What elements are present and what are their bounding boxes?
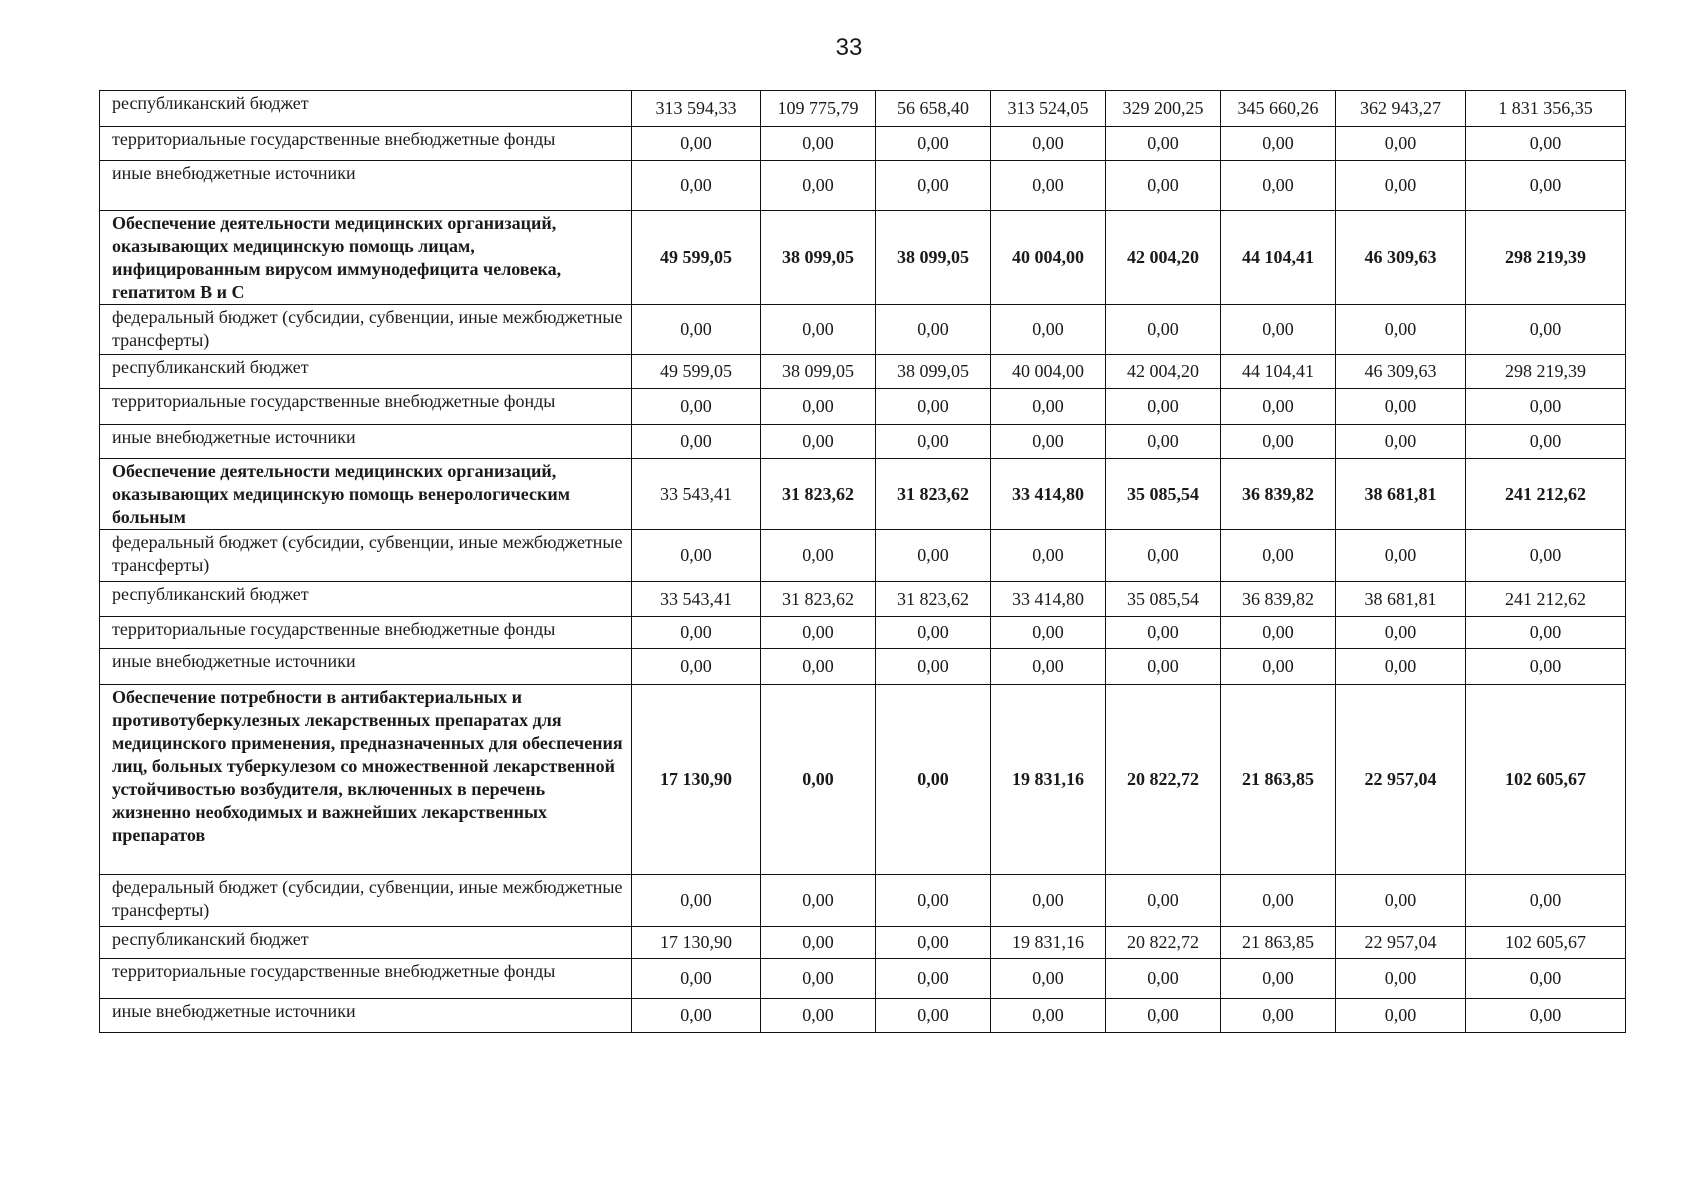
row-label: республиканский бюджет [100,355,632,389]
table-row [100,649,1626,685]
value-cell: 0,00 [1466,425,1626,459]
table-row [100,999,1626,1033]
row-label: иные внебюджетные источники [100,425,632,459]
value-cell: 0,00 [991,875,1106,927]
table-row [100,211,1626,305]
value-cell: 0,00 [991,305,1106,355]
value-cell: 0,00 [761,425,876,459]
value-cell: 0,00 [876,617,991,649]
value-cell: 0,00 [632,161,761,211]
table-row [100,161,1626,211]
value-cell: 49 599,05 [632,355,761,389]
value-cell: 0,00 [876,649,991,685]
value-cell: 40 004,00 [991,211,1106,305]
row-label: республиканский бюджет [100,927,632,959]
value-cell: 0,00 [632,127,761,161]
value-cell: 0,00 [761,389,876,425]
value-cell: 0,00 [761,875,876,927]
value-cell: 0,00 [1106,127,1221,161]
value-cell: 0,00 [1336,649,1466,685]
value-cell: 0,00 [761,959,876,999]
value-cell: 0,00 [632,959,761,999]
value-cell: 21 863,85 [1221,927,1336,959]
value-cell: 0,00 [1336,875,1466,927]
row-label: федеральный бюджет (субсидии, субвенции, иные межбюджетные трансферты) [100,305,632,355]
table-row [100,91,1626,127]
value-cell: 33 543,41 [632,459,761,530]
value-cell: 46 309,63 [1336,355,1466,389]
table-row [100,305,1626,355]
value-cell: 0,00 [1106,389,1221,425]
table-row [100,582,1626,617]
value-cell: 0,00 [761,649,876,685]
row-label: республиканский бюджет [100,91,632,127]
value-cell: 31 823,62 [761,582,876,617]
table-row [100,927,1626,959]
value-cell: 0,00 [876,927,991,959]
table-row [100,875,1626,927]
value-cell: 0,00 [991,161,1106,211]
value-cell: 0,00 [1106,875,1221,927]
value-cell: 0,00 [1466,999,1626,1033]
value-cell: 0,00 [761,127,876,161]
value-cell: 313 524,05 [991,91,1106,127]
value-cell: 362 943,27 [1336,91,1466,127]
value-cell: 38 099,05 [876,211,991,305]
value-cell: 0,00 [1221,999,1336,1033]
value-cell: 0,00 [1466,161,1626,211]
value-cell: 21 863,85 [1221,685,1336,875]
value-cell: 0,00 [1221,617,1336,649]
value-cell: 38 681,81 [1336,459,1466,530]
table-row [100,530,1626,582]
value-cell: 38 099,05 [761,211,876,305]
value-cell: 241 212,62 [1466,459,1626,530]
value-cell: 42 004,20 [1106,355,1221,389]
value-cell: 298 219,39 [1466,355,1626,389]
page-number: 33 [835,34,863,61]
value-cell: 0,00 [632,305,761,355]
value-cell: 33 414,80 [991,582,1106,617]
value-cell: 38 681,81 [1336,582,1466,617]
value-cell: 0,00 [1221,305,1336,355]
value-cell: 38 099,05 [876,355,991,389]
value-cell: 0,00 [761,685,876,875]
table-row [100,389,1626,425]
value-cell: 0,00 [1336,617,1466,649]
value-cell: 0,00 [991,999,1106,1033]
value-cell: 22 957,04 [1336,685,1466,875]
value-cell: 241 212,62 [1466,582,1626,617]
value-cell: 0,00 [1106,305,1221,355]
value-cell: 22 957,04 [1336,927,1466,959]
value-cell: 0,00 [1221,161,1336,211]
value-cell: 0,00 [632,530,761,582]
row-label: территориальные государственные внебюджетные фонды [100,389,632,425]
value-cell: 1 831 356,35 [1466,91,1626,127]
value-cell: 46 309,63 [1336,211,1466,305]
value-cell: 44 104,41 [1221,355,1336,389]
value-cell: 0,00 [876,685,991,875]
value-cell: 0,00 [1221,425,1336,459]
value-cell: 0,00 [991,389,1106,425]
value-cell: 0,00 [1336,999,1466,1033]
value-cell: 0,00 [632,389,761,425]
value-cell: 0,00 [1106,530,1221,582]
value-cell: 0,00 [991,127,1106,161]
row-label: территориальные государственные внебюджетные фонды [100,617,632,649]
row-label: Обеспечение потребности в антибактериальных и противотуберкулезных лекарственных препаратах для медицинского применения, предназначенных для обеспечения лиц, больных туберкулезом со множественной лекарственной устойчивостью возбудителя, включенных в перечень жизненно необходимых и важнейших лекарственных препаратов [100,685,632,875]
budget-table [99,90,1626,1033]
value-cell: 0,00 [1221,530,1336,582]
value-cell: 31 823,62 [876,582,991,617]
value-cell: 313 594,33 [632,91,761,127]
value-cell: 38 099,05 [761,355,876,389]
table-row [100,959,1626,999]
value-cell: 0,00 [991,617,1106,649]
value-cell: 17 130,90 [632,685,761,875]
value-cell: 0,00 [761,617,876,649]
value-cell: 0,00 [1336,127,1466,161]
value-cell: 0,00 [1106,161,1221,211]
row-label: территориальные государственные внебюджетные фонды [100,127,632,161]
value-cell: 0,00 [632,875,761,927]
value-cell: 0,00 [1466,389,1626,425]
value-cell: 0,00 [876,530,991,582]
value-cell: 0,00 [761,530,876,582]
value-cell: 0,00 [1466,649,1626,685]
value-cell: 42 004,20 [1106,211,1221,305]
table-row [100,425,1626,459]
value-cell: 0,00 [991,425,1106,459]
value-cell: 49 599,05 [632,211,761,305]
value-cell: 20 822,72 [1106,685,1221,875]
value-cell: 0,00 [876,875,991,927]
value-cell: 0,00 [1466,127,1626,161]
value-cell: 19 831,16 [991,927,1106,959]
row-label: иные внебюджетные источники [100,161,632,211]
value-cell: 0,00 [1221,127,1336,161]
value-cell: 0,00 [632,617,761,649]
value-cell: 0,00 [1466,530,1626,582]
value-cell: 0,00 [1336,959,1466,999]
value-cell: 345 660,26 [1221,91,1336,127]
value-cell: 0,00 [1336,161,1466,211]
row-label: территориальные государственные внебюджетные фонды [100,959,632,999]
value-cell: 109 775,79 [761,91,876,127]
value-cell: 0,00 [1336,389,1466,425]
value-cell: 0,00 [1221,389,1336,425]
value-cell: 0,00 [1106,425,1221,459]
value-cell: 0,00 [876,305,991,355]
value-cell: 329 200,25 [1106,91,1221,127]
value-cell: 102 605,67 [1466,685,1626,875]
value-cell: 56 658,40 [876,91,991,127]
table-row [100,355,1626,389]
value-cell: 0,00 [1336,425,1466,459]
value-cell: 0,00 [1221,959,1336,999]
value-cell: 0,00 [761,927,876,959]
value-cell: 0,00 [1466,305,1626,355]
row-label: Обеспечение деятельности медицинских организаций, оказывающих медицинскую помощь венерологическим больным [100,459,632,530]
value-cell: 0,00 [876,389,991,425]
value-cell: 0,00 [761,161,876,211]
value-cell: 35 085,54 [1106,459,1221,530]
value-cell: 40 004,00 [991,355,1106,389]
value-cell: 0,00 [876,161,991,211]
row-label: иные внебюджетные источники [100,999,632,1033]
value-cell: 0,00 [1466,617,1626,649]
row-label: Обеспечение деятельности медицинских организаций, оказывающих медицинскую помощь лицам, инфицированным вирусом иммунодефицита человека, гепатитом В и С [100,211,632,305]
value-cell: 17 130,90 [632,927,761,959]
value-cell: 0,00 [1466,875,1626,927]
value-cell: 0,00 [632,649,761,685]
value-cell: 0,00 [1221,875,1336,927]
value-cell: 0,00 [1336,530,1466,582]
value-cell: 0,00 [876,425,991,459]
value-cell: 0,00 [1466,959,1626,999]
value-cell: 0,00 [1106,649,1221,685]
table-row [100,617,1626,649]
value-cell: 19 831,16 [991,685,1106,875]
value-cell: 0,00 [1106,617,1221,649]
value-cell: 0,00 [991,959,1106,999]
value-cell: 20 822,72 [1106,927,1221,959]
value-cell: 0,00 [632,425,761,459]
value-cell: 0,00 [1336,305,1466,355]
value-cell: 298 219,39 [1466,211,1626,305]
value-cell: 0,00 [1106,959,1221,999]
value-cell: 0,00 [876,127,991,161]
value-cell: 36 839,82 [1221,459,1336,530]
value-cell: 0,00 [991,649,1106,685]
value-cell: 31 823,62 [876,459,991,530]
value-cell: 0,00 [761,305,876,355]
row-label: федеральный бюджет (субсидии, субвенции, иные межбюджетные трансферты) [100,875,632,927]
value-cell: 31 823,62 [761,459,876,530]
value-cell: 0,00 [1106,999,1221,1033]
value-cell: 102 605,67 [1466,927,1626,959]
value-cell: 0,00 [876,959,991,999]
table-row [100,685,1626,875]
table-body [100,91,1626,1033]
value-cell: 44 104,41 [1221,211,1336,305]
table-row [100,459,1626,530]
value-cell: 0,00 [1221,649,1336,685]
row-label: федеральный бюджет (субсидии, субвенции, иные межбюджетные трансферты) [100,530,632,582]
value-cell: 0,00 [876,999,991,1033]
value-cell: 0,00 [761,999,876,1033]
value-cell: 33 543,41 [632,582,761,617]
value-cell: 0,00 [632,999,761,1033]
row-label: республиканский бюджет [100,582,632,617]
value-cell: 33 414,80 [991,459,1106,530]
value-cell: 35 085,54 [1106,582,1221,617]
value-cell: 0,00 [991,530,1106,582]
value-cell: 36 839,82 [1221,582,1336,617]
table-row [100,127,1626,161]
row-label: иные внебюджетные источники [100,649,632,685]
